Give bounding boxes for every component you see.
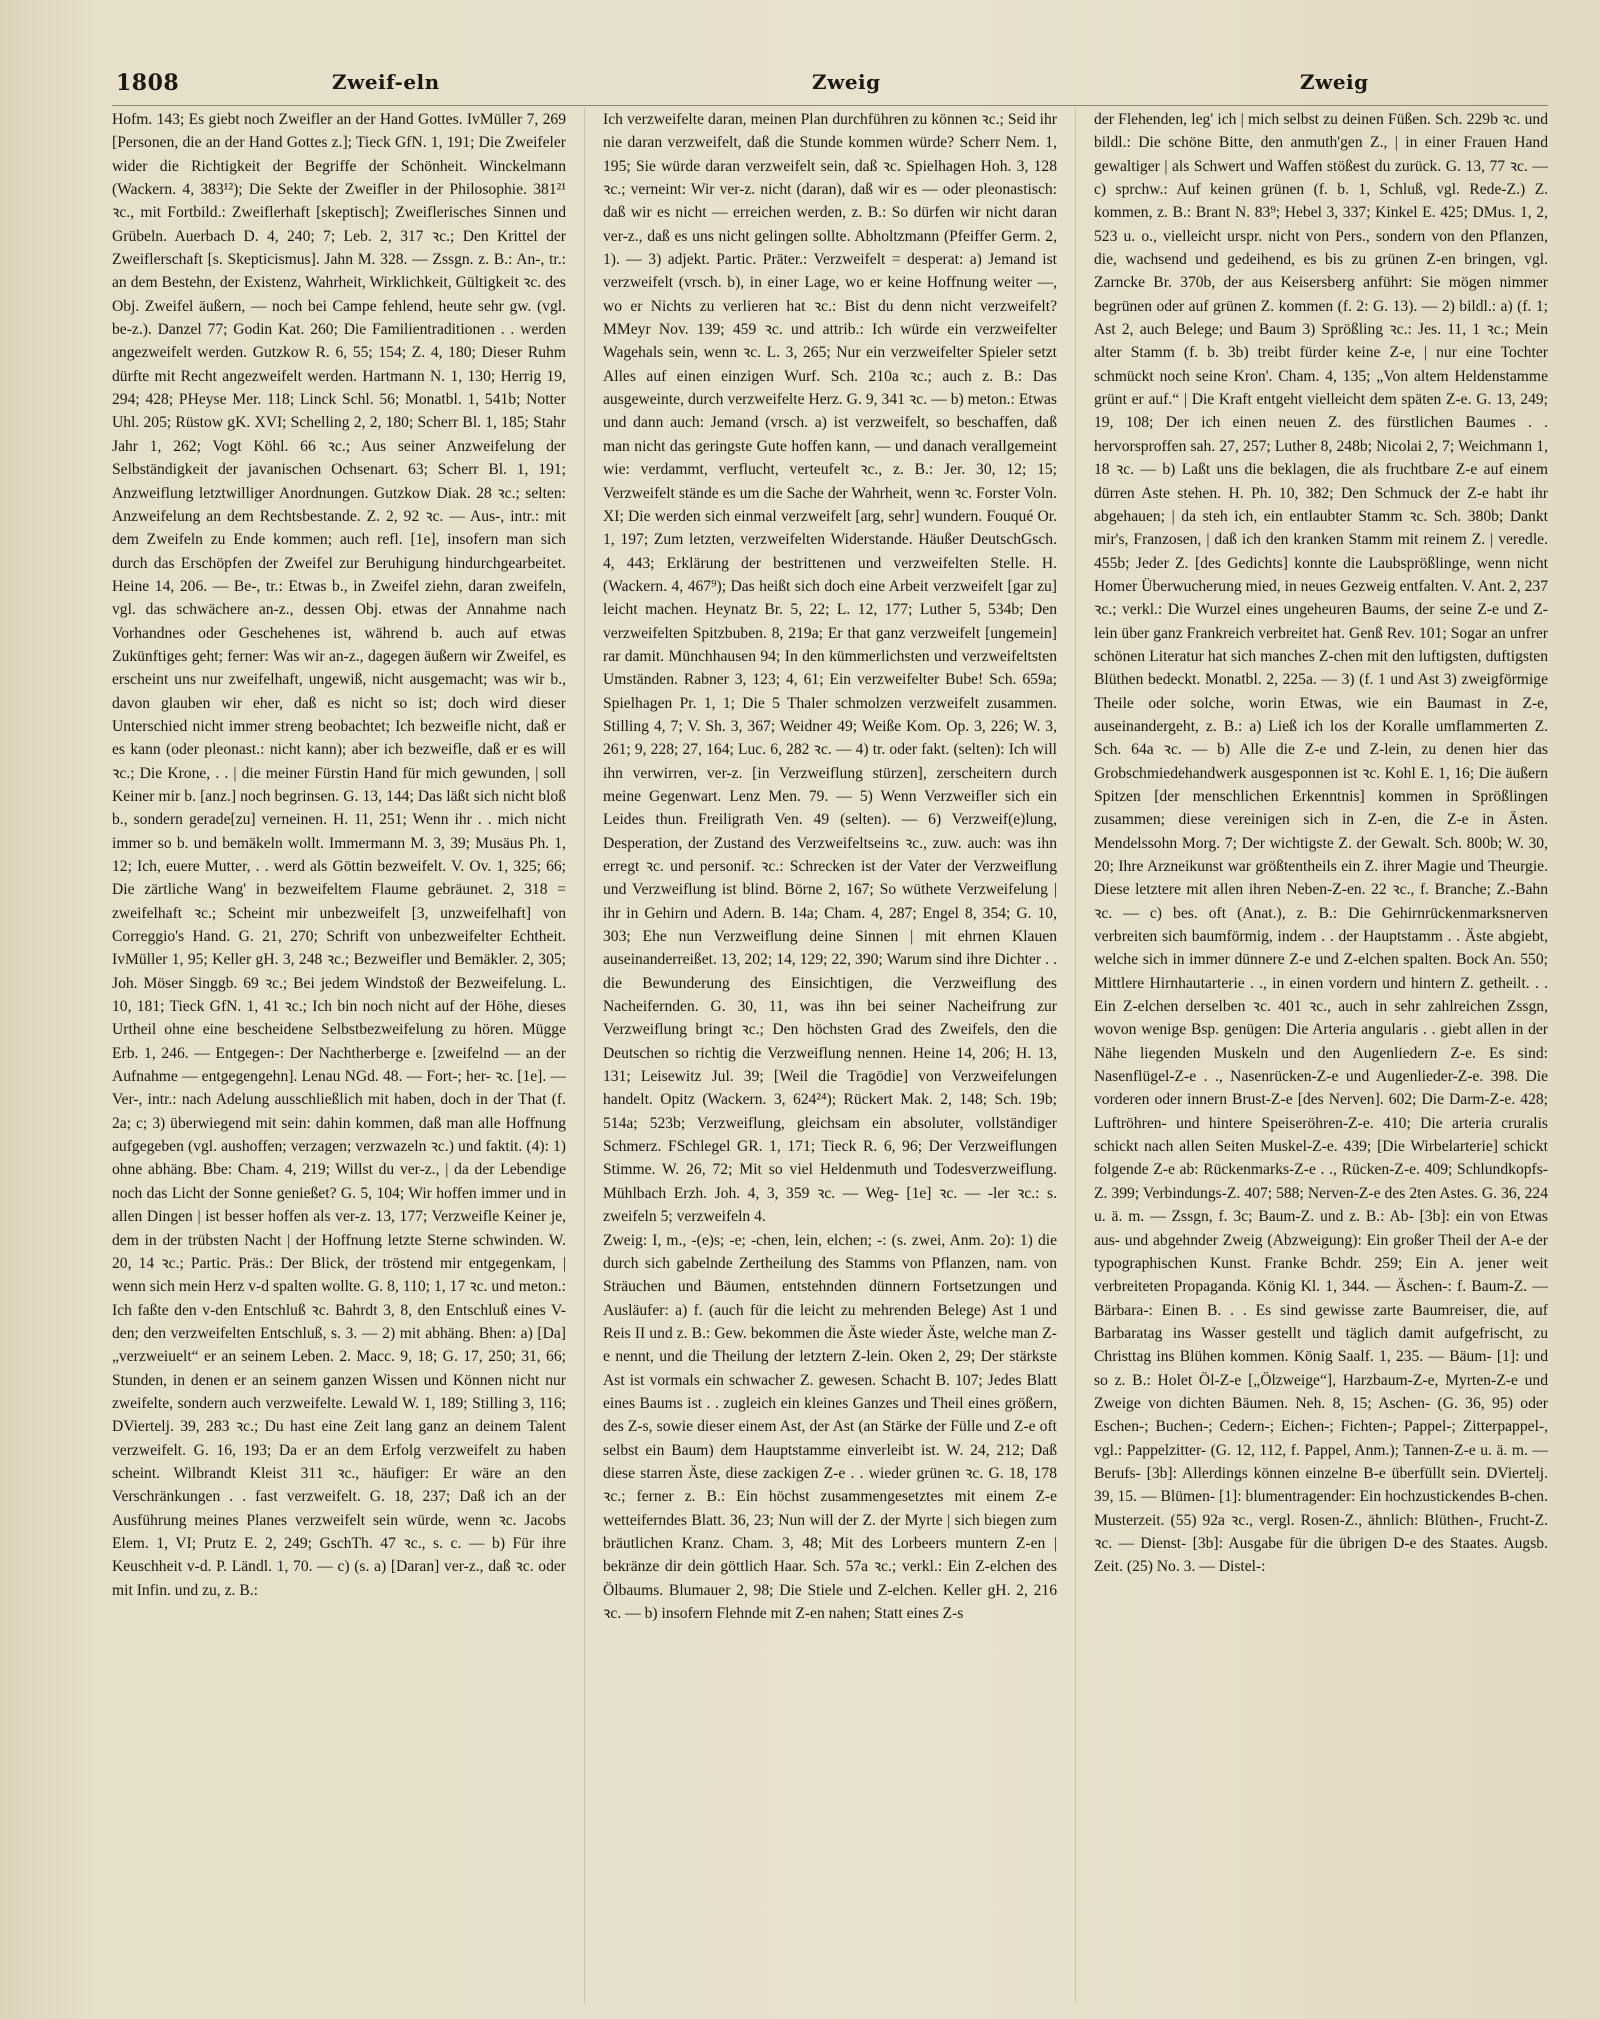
right-running-head: Zweig <box>1300 70 1369 94</box>
column-divider <box>584 108 585 2003</box>
center-running-head: Zweig <box>812 70 881 94</box>
column-middle-text-2: Zweig: I, m., -(e)s; -e; -chen, lein, elchen; -: (s. zwei, Anm. 2o): 1) die durch sich gabelnde Zertheilung des Stamms von Pflanzen, nam. von Sträuchen und Bäumen, entstehnden dünnern Fortsetzungen und Ausläufer: a) f. (auch für die leicht zu mehrenden Belege) Ast 1 und Reis II und z. B.: Gew. bekommen die Äste wieder Äste, welche man Z-e nennt, und die Theilung der letztern Z-lein. Oken 2, 29; Der stärkste Ast ist vormals ein schwacher Z. gewesen. Schacht B. 107; Jedes Blatt eines Baums ist . . zugleich ein kleines Ganzes und Theil eines größern, des Z-s, sowie dieser einem Ast, der Ast (an Stärke der Fülle und Z-e oft selbst ein Baum) dem Hauptstamme einverleibt ist. W. 24, 212; Daß diese starren Äste, diese zackigen Z-e . . wieder grünen ꝛc. G. 18, 178 ꝛc.; ferner z. B.: Ein höchst zusammengesetztes mit einem Z-e wetteiferndes Blatt. 36, 23; Nun will der Z. der Myrte | sich biegen zum bräutlichen Kranz. Cham. 3, 48; Mit des Lorbeers muntern Z-en | bekränze dir dein göttlich Haar. Sch. 57a ꝛc.; verkl.: Ein Z-elchen des Ölbaums. Blumauer 2, 98; Die Stiele und Z-elchen. Keller gH. 2, 216 ꝛc. — b) insofern Flehnde mit Z-en nahen; Statt eines Z-s <box>603 1231 1057 1622</box>
header-rule <box>112 105 1548 106</box>
page-number: 1808 <box>116 70 180 96</box>
column-divider <box>1075 108 1076 2003</box>
column-left <box>112 108 566 2003</box>
left-running-head: Zweif-eln <box>332 70 440 94</box>
column-middle-text-1: Ich verzweifelte daran, meinen Plan durchführen zu können ꝛc.; Seid ihr nie daran verzweifelt, daß die Stunde kommen würde? Scherr Nem. 1, 195; Sie würde daran verzweifelt sein, daß ꝛc. Spielhagen Hoh. 3, 128 ꝛc.; verneint: Wir ver-z. nicht (daran), daß wir es — oder pleonastisch: daß wir es nicht — erreichen werden, z. B.: So dürfen wir nicht daran ver-z., daß es uns nicht gelingen sollte. Abholtzmann (Pfeiffer Germ. 2, 1). — 3) adjekt. Partic. Präter.: Verzweifelt = desperat: a) Jemand ist verzweifelt (vrsch. b), in einer Lage, wo er keine Hoffnung weiter —, wo er Nichts zu verlieren hat ꝛc.: Bist du denn nicht verzweifelt? MMeyr Nov. 139; 459 ꝛc. und attrib.: Ich würde ein verzweifelter Wagehals sein, wenn ꝛc. L. 3, 265; Nur ein verzweifelter Spieler setzt Alles auf einen einzigen Wurf. Sch. 210a ꝛc.; auch z. B.: Das ausgeweinte, durch verzweifelte Herz. G. 9, 341 ꝛc. — b) meton.: Etwas und dann auch: Jemand (vrsch. a) ist verzweifelt, so beschaffen, daß man nicht das geringste Gute hoffen kann, — und danach verallgemeint wie: verdammt, verflucht, verteufelt ꝛc., z. B.: Jer. 30, 12; 15; Verzweifelt stände es um die Sache der Wahrheit, wenn ꝛc. Forster Voln. XI; Die werden sich einmal verzweifelt [arg, sehr] wundern. Fouqué Or. 1, 197; Zum letzten, verzweifelten Widerstande. Häußer DeutschGsch. 4, 443; Erklärung der bestrittenen und verzweifelten Stelle. H. (Wackern. 4, 467⁹); Das heißt sich doch eine Arbeit verzweifelt [gar zu] leicht machen. Heynatz Br. 5, 22; L. 12, 177; Luther 5, 534b; Den verzweifelten Spitzbuben. 8, 219a; Er that ganz verzweifelt [ungemein] rar damit. Münchhausen 94; In den kümmerlichsten und verzweifeltsten Umständen. Rabner 3, 123; 4, 61; Ein verzweifelter Bube! Sch. 659a; Spielhagen Pr. 1, 1; Die 5 Thaler schmolzen verzweifelt zusammen. Stilling 4, 7; V. Sh. 3, 367; Weidner 49; Weiße Kom. Op. 3, 226; W. 3, 261; 9, 228; 27, 164; Luc. 6, 282 ꝛc. — 4) tr. oder fakt. (selten): Ich will ihn verwirren, ver-z. [in Verzweiflung stürzen], zerscheitern durch meine Gegenwart. Lenz Men. 79. — 5) Wenn Verzweifler sich ein Leides thun. Freiligrath Ven. 49 (selten). — 6) Verzweif(e)lung, Desperation, der Zustand des Verzweifeltseins ꝛc., zuw. auch: was ihn erregt ꝛc. und personif. ꝛc.: Schrecken ist der Vater der Verzweiflung und Verzweiflung ist blind. Börne 2, 167; So wüthete Verzweifelung | ihr in Gehirn und Adern. B. 14a; Cham. 4, 287; Engel 8, 354; G. 10, 303; Ehe nun Verzweiflung deine Sinnen | mit ehrnen Klauen auseinanderreißet. 13, 202; 14, 129; 22, 390; Warum sind ihre Dichter . . die Bewunderung des Einsichtigen, die Verzweiflung des Nacheifernden. G. 30, 11, was ihn bei seiner Nacheifrung zur Verzweiflung bringt ꝛc.; Den höchsten Grad des Zweifels, den die Deutschen so richtig die Verzweiflung nennen. Heine 14, 206; H. 13, 131; Leisewitz Jul. 39; [Weil die Tragödie] von Verzweifelungen handelt. Opitz (Wackern. 3, 624²⁴); Rückert Mak. 2, 148; Sch. 19b; 514a; 523b; Verzweiflung, gleichsam ein absoluter, vollständiger Schmerz. FSchlegel GR. 1, 171; Tieck R. 6, 96; Der Verzweiflungen Stimme. W. 26, 72; Mit so viel Heldenmuth und Todesverzweiflung. Mühlbach Erzh. Joh. 4, 3, 359 ꝛc. — Weg- [1e] ꝛc. — -ler ꝛc.: s. zweifeln 5; verzweifeln 4. <box>603 111 1057 1226</box>
column-right <box>1094 108 1548 2003</box>
column-right-text: der Flehenden, leg' ich | mich selbst zu deinen Füßen. Sch. 229b ꝛc. und bildl.: Die schöne Bitte, den anmuth'gen Z., | in einer Frauen Hand gewaltiger | als Schwert und Waffen stößest du zurück. G. 13, 77 ꝛc. — c) sprchw.: Auf keinen grünen (f. b. 1, Schluß, vgl. Rede-Z.) Z. kommen, z. B.: Brant N. 83⁹; Hebel 3, 337; Kinkel E. 425; DMus. 1, 2, 523 u. o., vielleicht urspr. nicht von Pers., sondern von den Pflanzen, die, wachsend und gedeihend, es bis zu grünen Z-en bringen, vgl. Zarncke Br. 370b, der aus Keisersberg anführt: Sie mögen nimmer begrünen oder auf grünen Z. kommen (f. 2: G. 13). — 2) bildl.: a) (f. 1; Ast 2, auch Belege; und Baum 3) Sprößling ꝛc.: Jes. 11, 1 ꝛc.; Mein alter Stamm (f. b. 3b) treibt fürder keine Z-e, | nur eine Tochter schmückt noch seine Kron'. Cham. 4, 135; „Von altem Heldenstamme grünt er auf.“ | Die Kraft entgeht vielleicht dem späten Z-e. G. 13, 249; 19, 108; Der ich einen neuen Z. des fürstlichen Baumes . . hervorsproffen sah. 27, 257; Luther 8, 248b; Nicolai 2, 7; Weichmann 1, 18 ꝛc. — b) Laßt uns die beklagen, die als fruchtbare Z-e auf einem dürren Aste stehen. H. Ph. 10, 382; Den Schmuck der Z-e habt ihr abgehauen; | da steh ich, ein entlaubter Stamm ꝛc. Sch. 380b; Dankt mir's, Franzosen, | daß ich den kranken Stamm mit reinem Z. | veredle. 455b; Jeder Z. [des Gedichts] konnte die Laubsprößlinge, wenn nicht Homer Überwucherung mied, in neues Gezweig entfalten. V. Ant. 2, 237 ꝛc.; verkl.: Die Wurzel eines ungeheuren Baums, der seine Z-e und Z-lein über ganz Frankreich verbreitet hat. Genß Rev. 101; Sogar an unfrer schönen Literatur hat sich manches Z-chen mit den luftigsten, duftigsten Blüthen bedeckt. Monatbl. 2, 225a. — 3) (f. 1 und Ast 3) zweigförmige Theile oder solche, worin Etwas, wie ein Baumast in Z-e, auseinandergeht, z. B.: a) Ließ ich los der Koralle umflammerten Z. Sch. 64a ꝛc. — b) Alle die Z-e und Z-lein, zu denen hier das Grobschmiedehandwerk ausgesponnen ist ꝛc. Kohl E. 1, 16; Die äußern Spitzen [der menschlichen Erkenntnis] kommen in Sprößlingen zusammen; diese vereinigen sich in Z-en, die Z-e in Ästen. Mendelssohn Morg. 7; Der wichtigste Z. der Gewalt. Sch. 800b; W. 30, 20; Ihre Arzneikunst war größtentheils ein Z. ihrer Magie und Theurgie. Diese letztere mit allen ihren Neben-Z-en. 22 ꝛc., f. Branche; Z.-Bahn ꝛc. — c) bes. oft (Anat.), z. B.: Die Gehirnrückenmarksnerven verbreiten sich baumförmig, indem . . der Hauptstamm . . Äste abgiebt, welche sich in immer dünnere Z-e und Z-elchen spalten. Bock An. 550; Mittlere Hirnhautarterie . ., in einen vordern und hintern Z. getheilt. . . Ein Z-elchen derselben ꝛc. 401 ꝛc., auch in sehr zahlreichen Zssgn, wovon wenige Bsp. genügen: Die Arteria angularis . . giebt allen in der Nähe liegenden Muskeln und den Augenliedern Z-e. Es sind: Nasenflügel-Z-e . ., Nasenrücken-Z-e und Augenlieder-Z-e. 398. Die vorderen oder innern Brust-Z-e [des Nerven]. 602; Die Darm-Z-e. 428; Luftröhren- und hintere Speiseröhren-Z-e. 410; Die arteria cruralis schickt nach allen Seiten Muskel-Z-e. 439; [Die Wirbelarterie] schickt folgende Z-e ab: Rückenmarks-Z-e . ., Rücken-Z-e. 409; Schlundkopfs-Z. 399; Verbindungs-Z. 407; 588; Nerven-Z-e des 2ten Astes. G. 36, 224 u. ä. m. — Zssgn, f. 3c; Baum-Z. und z. B.: Ab- [3b]: ein von Etwas aus- und abgehnder Zweig (Abzweigung): Ein großer Theil der A-e der typographischen Kunst. Franke Bchdr. 259; Ein A. jener weit verbreiteten Propaganda. König Kl. 1, 344. — Äschen-: f. Baum-Z. — Bärbara-: Einen B. . . Es sind gewisse zarte Baumreiser, die, auf Barbaratag ins Wasser gestellt und täglich damit aufgefrischt, zu Christtag ins Blühen kommen. König Saalf. 1, 235. — Bäum- [1]: und so z. B.: Holet Öl-Z-e [„Ölzweige“], Harzbaum-Z-e, Myrten-Z-e und Zweige von dichten Bäumen. Neh. 8, 15; Aschen- (G. 36, 95) oder Eschen-; Buchen-; Cedern-; Eichen-; Fichten-; Pappel-; Zitterpappel-, vgl.: Pappelzitter- (G. 12, 112, f. Pappel, Anm.); Tannen-Z-e u. ä. m. — Berufs- [3b]: Allerdings können einzelne B-e überfüllt sein. DViertelj. 39, 15. — Blümen- [1]: blumentragender: Ein hochzustickendes B-chen. Musterzeit. (55) 92a ꝛc., vergl. Rosen-Z., ähnlich: Blüthen-, Frucht-Z. ꝛc. — Dienst- [3b]: Ausgabe für die übrigen D-e des Staates. Augsb. Zeit. (25) No. 3. — Distel-: <box>1094 111 1548 1576</box>
column-left-text: Hofm. 143; Es giebt noch Zweifler an der Hand Gottes. IvMüller 7, 269 [Personen, die an der Hand Gottes z.]; Tieck GfN. 1, 191; Die Zweifeler wider die Richtigkeit der Begriffe der Schönheit. Winckelmann (Wackern. 4, 383¹²); Die Sekte der Zweifler in der Philosophie. 381²¹ ꝛc., mit Fortbild.: Zweiflerhaft [skeptisch]; Zweiflerisches Sinnen und Grübeln. Auerbach D. 4, 240; 7; Leb. 2, 317 ꝛc.; Den Krittel der Zweiflerschaft [s. Skepticismus]. Jahn M. 328. — Zssgn. z. B.: An-, tr.: an dem Bestehn, der Existenz, Wahrheit, Wirklichkeit, Gültigkeit ꝛc. des Obj. Zweifel äußern, — noch bei Campe fehlend, heute sehr gw. (vgl. be-z.). Danzel 77; Godin Kat. 260; Die Familientraditionen . . werden angezweifelt werden. Gutzkow R. 6, 55; 154; Z. 4, 180; Dieser Ruhm dürfte mit Recht angezweifelt werden. Hartmann N. 1, 130; Herrig 19, 294; 428; PHeyse Mer. 118; Linck Schl. 56; Monatbl. 1, 541b; Notter Uhl. 205; Rüstow gK. XVI; Schelling 2, 2, 180; Scherr Bl. 1, 185; Stahr Jahr 1, 262; Vogt Köhl. 66 ꝛc.; Aus seiner Anzweifelung der Selbständigkeit der javanischen Ochsenart. 63; Scherr Bl. 1, 191; Anzweiflung letztwilliger Anordnungen. Gutzkow Diak. 28 ꝛc.; selten: Anzweifelung an dem Rechtsbestande. Z. 2, 92 ꝛc. — Aus-, intr.: mit dem Zweifeln zu Ende kommen; auch refl. [1e], insofern man sich durch das Erschöpfen der Zweifel zur Beruhigung hindurchgearbeitet. Heine 14, 206. — Be-, tr.: Etwas b., in Zweifel ziehn, daran zweifeln, vgl. das schwächere an-z., dessen Obj. etwas der Annahme nach Vorhandnes oder Geschehenes ist, während b. auch auf etwas Zukünftiges geht; ferner: Was wir an-z., dagegen äußern wir Zweifel, es erscheint uns nur zweifelhaft, ungewiß, nicht ausgemacht; was wir b., davon glauben wir eher, daß es nicht so ist; doch wird dieser Unterschied nicht immer streng beobachtet; Ich bezweifle nicht, daß er es kann (oder pleonast.: nicht kann); aber ich bezweifle, daß er es will ꝛc.; Die Krone, . . | die meiner Fürstin Hand für mich gewunden, | soll Keiner mir b. [anz.] noch begrinsen. G. 13, 144; Das läßt sich nicht bloß b., sondern gerade[zu] verneinen. H. 11, 251; Wenn ihr . . mich nicht immer so b. und bemäkeln wollt. Immermann M. 3, 39; Musäus Ph. 1, 12; Ich, euere Mutter, . . werd als Göttin bezweifelt. V. Ov. 1, 325; 66; Die zärtliche Wang' in bezweifeltem Flaume gebräunet. 2, 318 = zweifelhaft ꝛc.; Scheint mir unbezweifelt [3, unzweifelhaft] von Correggio's Hand. G. 21, 270; Schrift von unbezweifelter Echtheit. IvMüller 1, 95; Keller gH. 3, 248 ꝛc.; Bezweifler und Bemäkler. 2, 305; Joh. Möser Singgb. 69 ꝛc.; Bei jedem Windstoß der Bezweifelung. L. 10, 181; Tieck GfN. 1, 41 ꝛc.; Ich bin noch nicht auf der Höhe, dieses Urtheil ohne eine bescheidene Selbstbezweifelung zu hören. Mügge Erb. 1, 246. — Entgegen-: Der Nachtherberge e. [zweifelnd — an der Aufnahme — entgegengehn]. Lenau NGd. 48. — Fort-; her- ꝛc. [1e]. — Ver-, intr.: nach Adelung ausschließlich mit haben, doch in der That (f. 2a; c; 3) überwiegend mit sein: dahin kommen, daß man alle Hoffnung aufgegeben (vgl. aushoffen; verzagen; verzwazeln ꝛc.) und faktit. (4): 1) ohne abhäng. Bbe: Cham. 4, 219; Willst du ver-z., | da der Lebendige noch das Licht der Sonne genießet? G. 5, 104; Wir hoffen immer und in allen Dingen | ist besser hoffen als ver-z. 13, 177; Verzweifle Keiner je, dem in der trübsten Nacht | der Hoffnung letzte Sterne schwinden. W. 20, 14 ꝛc.; Partic. Präs.: Der Blick, der tröstend mir entgegenkam, | wenn sich mein Herz v-d spalten wollte. G. 8, 110; 1, 17 ꝛc. und meton.: Ich faßte den v-den Entschluß ꝛc. Bahrdt 3, 8, den Entschluß eines V-den; den verzweifelten Entschluß, s. 3. — 2) mit abhäng. Bhen: a) [Da] „verzweiuelt“ er an seinem Leben. 2. Macc. 9, 18; G. 17, 250; 31, 66; Stunden, in denen er an seinem ganzen Wissen und Können nicht nur zweifelte, sondern auch verzweifelte. Lewald W. 1, 189; Stilling 3, 116; DViertelj. 39, 283 ꝛc.; Du hast eine Zeit lang ganz an deinem Talent verzweifelt. G. 16, 193; Da er an dem Erfolg verzweifelt zu haben scheint. Wilbrandt Kleist 311 ꝛc., häufiger: Er wäre an den Verschränkungen . . fast verzweifelt. G. 18, 237; Daß ich an der Ausführung meines Planes verzweifelt sein würde, wenn ꝛc. Jacobs Elem. 1, VI; Prutz E. 2, 249; GschTh. 47 ꝛc., s. c. — b) Für ihre Keuschheit v-d. P. Ländl. 1, 70. — c) (s. a) [Daran] ver-z., daß ꝛc. oder mit Infin. und zu, z. B.: <box>112 111 566 1599</box>
text-columns <box>112 108 1548 2003</box>
page-header <box>112 62 1548 108</box>
column-middle <box>603 108 1057 2003</box>
